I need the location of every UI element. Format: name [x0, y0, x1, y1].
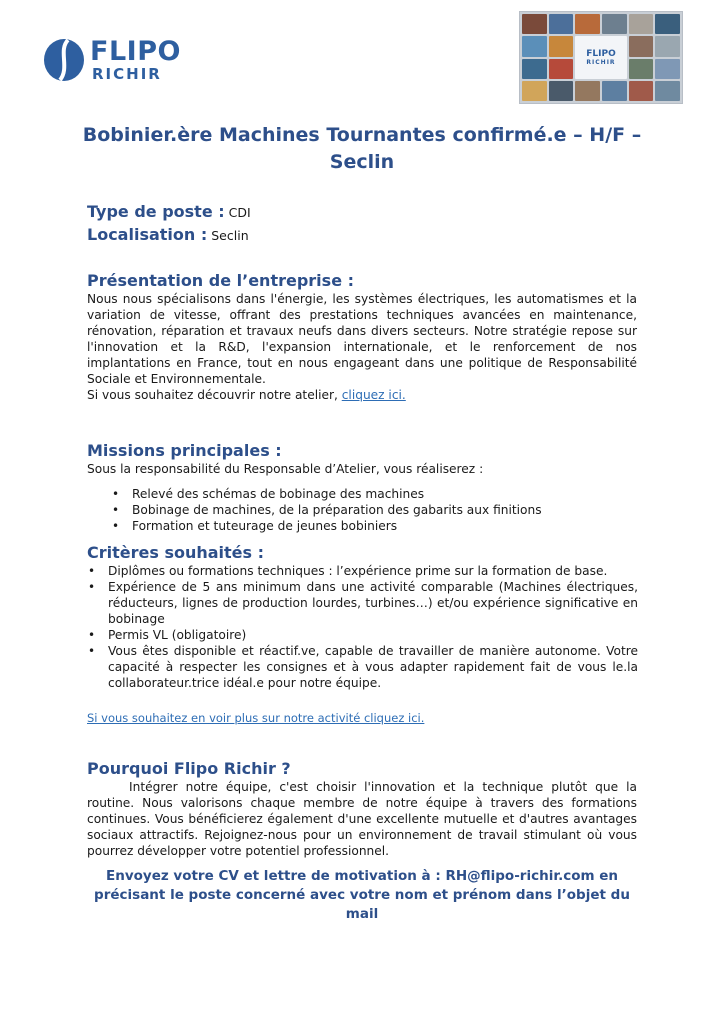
atelier-link[interactable]: cliquez ici.: [341, 388, 406, 402]
list-item: • Vous êtes disponible et réactif.ve, capable de travailler de manière autonome. Votre capacité à respecter les consignes et à vous adapter rapidement fait de vous le.la collaborateur.trice idéal.e pour notre équipe.: [88, 644, 638, 690]
list-item: • Bobinage de machines, de la préparation des gabarits aux finitions: [112, 503, 542, 517]
missions-list: [112, 486, 642, 534]
list-item: • Permis VL (obligatoire): [88, 628, 247, 642]
company-logo: [42, 36, 192, 84]
criteres-list: [88, 563, 638, 691]
collage-photo-tile: [522, 81, 547, 101]
pourquoi-text: Intégrer notre équipe, c'est choisir l'innovation et la technique plutôt que la routine. Nous valorisons chaque membre de notre équipe à travers des formations continues. Vous bénéficierez également d'une excellente mutuelle et d'autres avantages sociaux attractifs. Rejoignez-nous pour un environnement de travail stimulant où vous pourrez développer votre potentiel professionnel.: [87, 780, 637, 858]
job-type-value: CDI: [228, 205, 251, 220]
presentation-text: Nous nous spécialisons dans l'énergie, les systèmes électriques, les automatismes et la variation de vitesse, offrant des prestations techniques avancées en maintenance, rénovation, réparation et travaux neufs dans divers secteurs. Notre stratégie repose sur l'innovation et la R&D, l'expansion internationale, et le renforcement de nos implantations en France, tout en nous engageant dans une politique de Responsabilité Sociale et Environnementale.: [87, 292, 637, 386]
collage-photo-tile: [655, 81, 680, 101]
collage-photo-tile: [629, 14, 654, 34]
collage-photo-tile: [629, 59, 654, 79]
atelier-line: [87, 387, 637, 403]
collage-photo-tile: [549, 81, 574, 101]
list-item: • Formation et tuteurage de jeunes bobiniers: [112, 519, 398, 533]
job-type-label: Type de poste :: [87, 202, 225, 221]
workshop-photo-collage: [519, 11, 683, 104]
collage-photo-tile: [655, 59, 680, 79]
pourquoi-heading: Pourquoi Flipo Richir ?: [87, 759, 291, 778]
collage-photo-tile: [655, 36, 680, 56]
collage-photo-tile: [522, 59, 547, 79]
logo-text-flipo: FLIPO: [90, 36, 181, 67]
list-item: • Relevé des schémas de bobinage des machines: [112, 487, 425, 501]
flipo-logo-icon: [42, 38, 86, 82]
collage-photo-tile: [655, 14, 680, 34]
collage-logo-text-flipo: FLIPO: [586, 49, 616, 59]
collage-photo-tile: [522, 14, 547, 34]
collage-photo-tile: [549, 36, 574, 56]
activity-link[interactable]: Si vous souhaitez en voir plus sur notre activité cliquez ici.: [87, 711, 425, 725]
job-type-field: [87, 202, 251, 221]
location-label: Localisation :: [87, 225, 208, 244]
collage-photo-tile: [602, 14, 627, 34]
collage-photo-tile: [522, 36, 547, 56]
list-item: • Diplômes ou formations techniques : l’expérience prime sur la formation de base.: [88, 564, 608, 578]
criteres-heading: Critères souhaités :: [87, 543, 265, 562]
application-call-to-action: Envoyez votre CV et lettre de motivation à : RH@flipo-richir.com en précisant le poste concerné avec votre nom et prénom dans l’objet du mail: [94, 868, 630, 922]
missions-heading: Missions principales :: [87, 441, 282, 460]
collage-logo-text-richir: RICHIR: [586, 59, 616, 66]
collage-photo-tile: [602, 81, 627, 101]
missions-intro: Sous la responsabilité du Responsable d’Atelier, vous réaliserez :: [87, 462, 484, 476]
collage-logo: [575, 36, 626, 79]
activity-link-line: [87, 710, 637, 726]
collage-photo-tile: [549, 59, 574, 79]
collage-photo-tile: [629, 36, 654, 56]
logo-text-richir: RICHIR: [92, 65, 162, 83]
presentation-heading: Présentation de l’entreprise :: [87, 271, 355, 290]
collage-photo-tile: [629, 81, 654, 101]
collage-photo-tile: [575, 14, 600, 34]
page-title: Bobinier.ère Machines Tournantes confirmé.e – H/F – Seclin: [82, 124, 642, 173]
collage-photo-tile: [549, 14, 574, 34]
collage-photo-tile: [575, 81, 600, 101]
list-item: • Expérience de 5 ans minimum dans une activité comparable (Machines électriques, réducteurs, lignes de production lourdes, turbines…) et/ou expérience significative en bobinage: [88, 580, 638, 626]
atelier-text: Si vous souhaitez découvrir notre atelier,: [87, 388, 342, 402]
location-field: [87, 225, 249, 244]
location-value: Seclin: [211, 228, 249, 243]
